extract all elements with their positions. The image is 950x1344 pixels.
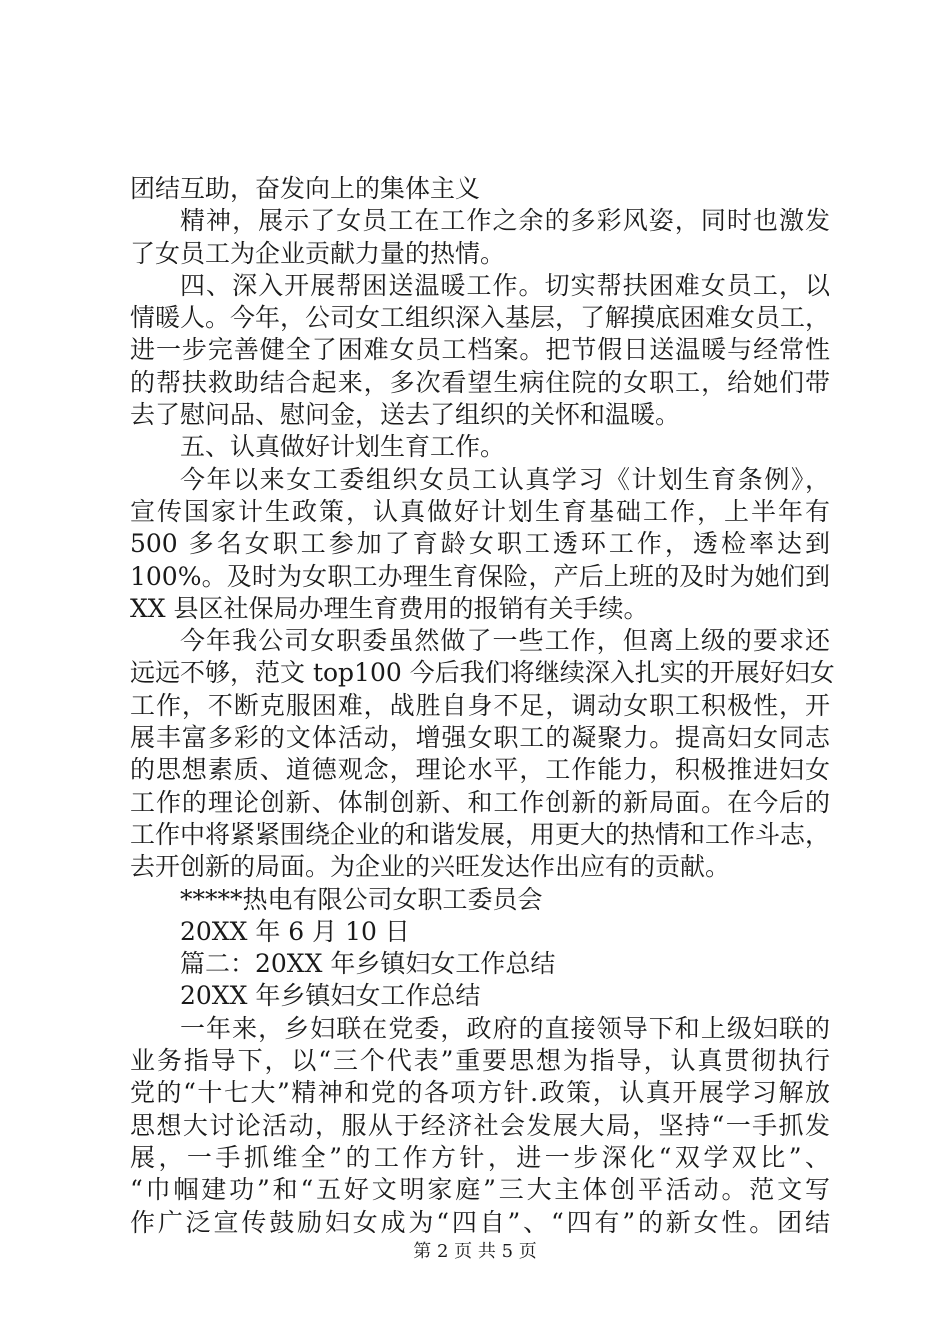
- text-line: 业务指导下，以“三个代表”重要思想为指导，认真贯彻执行: [130, 1046, 830, 1076]
- text-line: 作广泛宣传鼓励妇女成为“四自”、“四有”的新女性。团结: [130, 1207, 830, 1237]
- text-line: 去开创新的局面。为企业的兴旺发达作出应有的贡献。: [130, 852, 731, 882]
- text-line: 的思想素质、道德观念，理论水平，工作能力，积极推进妇女: [130, 755, 830, 785]
- text-line: 今年我公司女职委虽然做了一些工作，但离上级的要求还: [180, 626, 830, 656]
- text-line: 远远不够，范文 top100 今后我们将继续深入扎实的开展好妇女: [130, 658, 835, 688]
- text-line: 工作的理论创新、体制创新、和工作创新的新局面。在今后的: [130, 787, 830, 817]
- section-title: 20XX 年乡镇妇女工作总结: [180, 981, 481, 1011]
- text-line: 五、认真做好计划生育工作。: [180, 432, 506, 462]
- text-line: 去了慰问品、慰问金，送去了组织的关怀和温暖。: [130, 400, 681, 430]
- document-body: [130, 173, 835, 1239]
- text-line: XX 县区社保局办理生育费用的报销有关手续。: [130, 593, 649, 623]
- section-heading: 篇二：20XX 年乡镇妇女工作总结: [180, 949, 556, 979]
- text-line: 展，一手抓维全”的工作方针，进一步深化“双学双比”、: [130, 1142, 830, 1172]
- text-line: 500 多名女职工参加了育龄女职工透环工作，透检率达到: [130, 529, 830, 559]
- date-line: 20XX 年 6 月 10 日: [180, 916, 410, 946]
- text-line: 的帮扶救助结合起来，多次看望生病住院的女职工，给她们带: [130, 367, 830, 397]
- signature-line: *****热电有限公司女职工委员会: [180, 884, 543, 914]
- text-line: 工作，不断克服困难，战胜自身不足，调动女职工积极性，开: [130, 690, 830, 720]
- text-line: 工作中将紧紧围绕企业的和谐发展，用更大的热情和工作斗志，: [130, 819, 831, 849]
- text-line: 宣传国家计生政策，认真做好计划生育基础工作，上半年有: [130, 496, 830, 526]
- text-line: 四、深入开展帮困送温暖工作。切实帮扶困难女员工，以: [180, 270, 830, 300]
- text-line: 进一步完善健全了困难女员工档案。把节假日送温暖与经常性: [130, 335, 830, 365]
- text-line: 一年来，乡妇联在党委，政府的直接领导下和上级妇联的: [180, 1013, 830, 1043]
- text-line: 今年以来女工委组织女员工认真学习《计划生育条例》，: [180, 464, 830, 494]
- text-line: 团结互助，奋发向上的集体主义: [130, 174, 481, 203]
- text-line: 展丰富多彩的文体活动，增强女职工的凝聚力。提高妇女同志: [130, 723, 830, 753]
- text-line: 思想大讨论活动，服从于经济社会发展大局，坚持“一手抓发: [130, 1110, 830, 1140]
- page-number-footer: 第 2 页 共 5 页: [413, 1241, 537, 1262]
- text-line: 精神，展示了女员工在工作之余的多彩风姿，同时也激发: [180, 206, 830, 236]
- text-line: “巾帼建功”和“五好文明家庭”三大主体创平活动。范文写: [130, 1175, 830, 1205]
- text-line: 情暖人。今年，公司女工组织深入基层，了解摸底困难女员工，: [130, 303, 831, 333]
- text-line: 党的“十七大”精神和党的各项方针.政策，认真开展学习解放: [130, 1078, 830, 1108]
- text-line: 了女员工为企业贡献力量的热情。: [130, 238, 506, 268]
- text-line: 100%。及时为女职工办理生育保险，产后上班的及时为她们到: [130, 561, 830, 591]
